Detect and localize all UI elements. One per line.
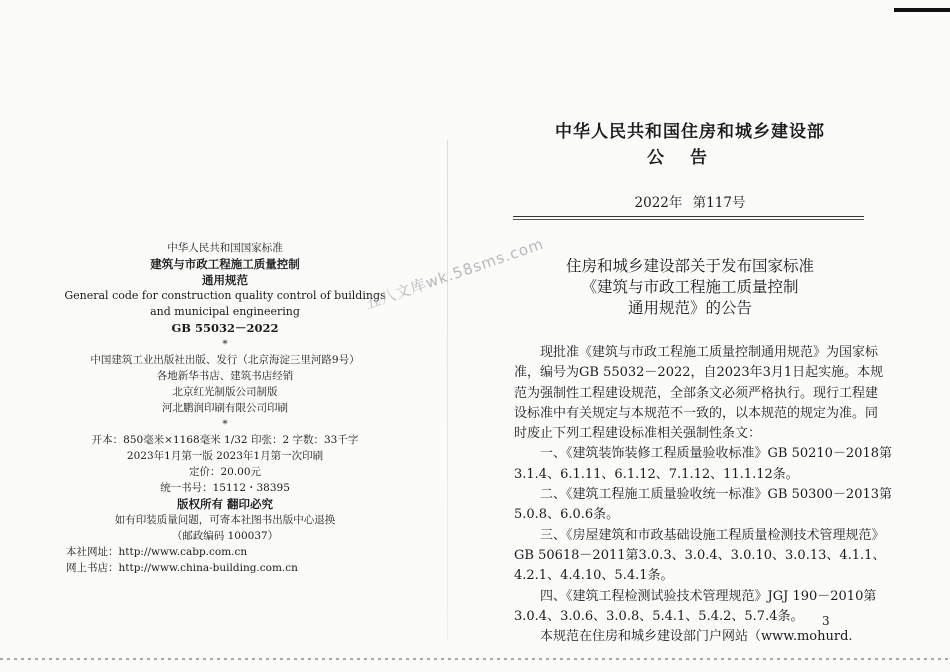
- heading-line: 《建筑与市政工程施工质量控制: [581, 278, 799, 296]
- title-cn-line2: 通用规范: [202, 273, 248, 287]
- title-cn-line1: 建筑与市政工程施工质量控制: [150, 257, 300, 271]
- edition-line: 2023年1月第一版 2023年1月第一次印刷: [126, 450, 324, 462]
- separator-star: *: [222, 418, 228, 430]
- body-line: 现批准《建筑与市政工程施工质量控制通用规范》为国家标: [540, 345, 879, 360]
- body-line: 三、《房屋建筑和市政基础设施工程质量检测技术管理规范》: [540, 527, 885, 543]
- watermark: 五八文库wk.58sms.com: [362, 234, 547, 313]
- body-line: 4.2.1、4.4.10、5.4.1条。: [514, 568, 674, 584]
- corner-mark: [894, 8, 950, 12]
- issue-number: 2022年 第117号: [634, 195, 746, 211]
- body-line: GB 50618－2011第3.0.3、3.0.4、3.0.10、3.0.13、4.1.1、: [514, 547, 886, 563]
- book-number: 统一书号：15112・38395: [160, 482, 290, 494]
- heading-line: 通用规范》的公告: [627, 299, 752, 317]
- title-en-line2: and municipal engineering: [150, 305, 300, 318]
- title-en-line1: General code for construction quality control of buildings: [64, 289, 386, 302]
- body-line: 准，编号为GB 55032－2022，自2023年3月1日起实施。本规: [514, 365, 884, 381]
- ministry-title: 中华人民共和国住房和城乡建设部: [555, 122, 825, 142]
- standard-type: 中华人民共和国国家标准: [167, 242, 283, 254]
- typesetter-line: 北京红光制版公司制版: [172, 386, 278, 398]
- scan-edge: [0, 658, 950, 660]
- page-number: 3: [822, 614, 830, 628]
- body-line: 5.0.8、6.0.6条。: [514, 507, 620, 523]
- page-fold: [447, 140, 448, 640]
- body-line: 本规范在住房和城乡建设部门户网站（www.mohurd.: [540, 629, 853, 645]
- body-line: 四、《建筑工程检测试验技术管理规范》JGJ 190－2010第: [540, 588, 877, 604]
- website-line: 本社网址：http://www.cabp.com.cn: [66, 546, 248, 558]
- copyright-line: 版权所有 翻印必究: [176, 497, 273, 511]
- heading-line: 住房和城乡建设部关于发布国家标准: [565, 257, 814, 275]
- body-line: 3.1.4、6.1.11、6.1.12、7.1.12、11.1.12条。: [514, 466, 799, 482]
- standard-code: GB 55032－2022: [171, 321, 279, 335]
- return-note: 如有印装质量问题，可寄本社图书出版中心退换: [114, 514, 336, 526]
- body-line: 范为强制性工程建设规范，全部条文必须严格执行。现行工程建: [514, 385, 879, 401]
- announcement-body: [514, 343, 893, 647]
- body-line: 3.0.4、3.0.6、3.0.8、5.4.1、5.4.2、5.7.4条。: [514, 608, 804, 624]
- separator-star: *: [222, 338, 228, 350]
- postcode-line: （邮政编码 100037）: [171, 530, 279, 542]
- online-store-line: 网上书店：http://www.china-building.com.cn: [66, 562, 298, 574]
- distributor-line: 各地新华书店、建筑书店经销: [156, 370, 294, 382]
- price-line: 定价：20.00元: [188, 466, 262, 478]
- printer-line: 河北鹏润印刷有限公司印刷: [162, 402, 288, 414]
- body-line: 二、《建筑工程施工质量验收统一标准》GB 50300－2013第: [540, 487, 893, 503]
- body-line: 设标准中有关规定与本规范不一致的，以本规范的规定为准。同: [514, 405, 879, 421]
- format-line: 开本：850毫米×1168毫米 1/32 印张：2 字数：33千字: [91, 434, 359, 446]
- header-rule: [513, 216, 864, 217]
- colophon-page: [60, 240, 390, 576]
- body-line: 时废止下列工程建设标准相关强制性条文：: [514, 426, 762, 442]
- body-line: 一、《建筑装饰装修工程质量验收标准》GB 50210－2018第: [540, 446, 893, 462]
- announcement-heading: [540, 256, 840, 319]
- header-rule: [513, 219, 864, 220]
- publisher-line: 中国建筑工业出版社出版、发行（北京海淀三里河路9号）: [90, 354, 360, 366]
- notice-title: 公告: [647, 148, 733, 168]
